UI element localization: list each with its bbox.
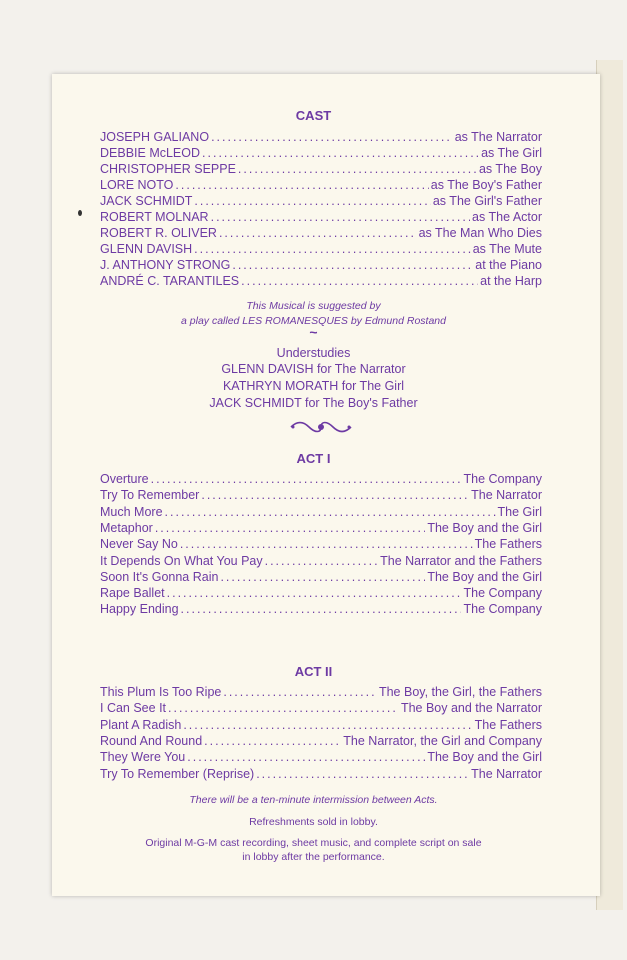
cast-row	[100, 225, 542, 241]
act1-song-row-role: The Narrator	[471, 488, 542, 503]
cast-row	[100, 257, 542, 273]
cast-row	[100, 241, 542, 257]
cast-row-name: ROBERT R. OLIVER	[100, 226, 217, 240]
cast-row-role: as The Boy's Father	[430, 178, 542, 192]
understudy-3: JACK SCHMIDT for The Boy's Father	[209, 396, 418, 410]
act1-song-row	[100, 487, 542, 503]
act1-song-row-role: The Boy and the Girl	[427, 520, 542, 535]
cast-row-role: as The Mute	[472, 242, 542, 256]
act2-song-row	[100, 700, 542, 716]
cast-row-role: as The Girl	[481, 146, 542, 160]
dot-leader	[211, 209, 470, 225]
cast-row	[100, 161, 542, 177]
understudy-2: KATHRYN MORATH for The Girl	[222, 379, 405, 393]
act2-song-row-role: The Boy and the Girl	[427, 750, 542, 765]
act1-song-row-role: The Fathers	[474, 537, 542, 552]
dot-leader	[211, 129, 453, 145]
act1-song-row-name: Metaphor	[100, 520, 153, 535]
act1-song-row	[100, 471, 542, 487]
act1-song-row-name: Try To Remember	[100, 488, 200, 503]
next-page-edge	[596, 60, 623, 910]
act1-heading: ACT I	[296, 451, 331, 466]
original-recording-line-1: Original M-G-M cast recording, sheet music, and complete script on sale	[145, 837, 482, 849]
act1-song-row	[100, 504, 542, 520]
act1-song-row-name: Soon It's Gonna Rain	[100, 569, 219, 584]
dot-leader	[220, 569, 425, 585]
cast-row-name: ROBERT MOLNAR	[100, 210, 209, 224]
cast-row	[100, 177, 542, 193]
dot-leader	[232, 257, 473, 273]
refreshments-note: Refreshments sold in lobby.	[249, 816, 378, 828]
cast-row	[100, 209, 542, 225]
original-recording-line-2: in lobby after the performance.	[242, 851, 385, 863]
act1-song-row	[100, 553, 542, 569]
act1-song-row	[100, 601, 542, 617]
act2-song-row-name: They Were You	[100, 750, 186, 765]
intermission-note: There will be a ten-minute intermission between Acts.	[189, 794, 438, 806]
act2-song-row	[100, 749, 542, 765]
act2-song-row-role: The Narrator, the Girl and Company	[343, 733, 542, 748]
cast-row-name: JACK SCHMIDT	[100, 194, 193, 208]
dot-leader	[168, 700, 399, 716]
cast-row-role: as The Girl's Father	[432, 194, 542, 208]
cast-row-name: LORE NOTO	[100, 178, 174, 192]
act2-heading: ACT II	[294, 664, 333, 679]
tilde-ornament: ~	[309, 324, 318, 340]
cast-row-name: ANDRÉ C. TARANTILES	[100, 274, 240, 288]
understudies-heading: Understudies	[276, 346, 351, 360]
cast-row	[100, 273, 542, 289]
cast-row	[100, 129, 542, 145]
act1-song-row-name: Never Say No	[100, 537, 178, 552]
dot-leader	[256, 766, 469, 782]
dot-leader	[194, 241, 471, 257]
act1-song-row-name: It Depends On What You Pay	[100, 553, 263, 568]
cast-row-role: as The Narrator	[454, 130, 542, 144]
dot-leader	[180, 536, 473, 552]
dot-leader	[175, 177, 428, 193]
cast-row-role: at the Piano	[475, 258, 542, 272]
suggested-line-2: a play called LES ROMANESQUES by Edmund Rostand	[181, 315, 446, 327]
scroll-ornament-icon	[289, 420, 353, 434]
dot-leader	[241, 273, 478, 289]
act2-song-row-role: The Fathers	[474, 717, 542, 732]
suggested-line-1: This Musical is suggested by	[246, 300, 381, 312]
act2-song-row-name: Try To Remember (Reprise)	[100, 766, 255, 781]
dot-leader	[187, 749, 425, 765]
understudy-1: GLENN DAVISH for The Narrator	[221, 362, 406, 376]
cast-row-name: GLENN DAVISH	[100, 242, 193, 256]
act2-song-row-role: The Narrator	[471, 766, 542, 781]
dot-leader	[204, 733, 341, 749]
act1-song-row-name: Overture	[100, 472, 149, 486]
dot-leader	[194, 193, 430, 209]
dot-leader	[238, 161, 477, 177]
act1-song-row-name: Much More	[100, 504, 163, 519]
cast-heading: CAST	[295, 108, 332, 123]
dot-leader	[265, 553, 379, 569]
dot-leader	[223, 684, 377, 700]
act1-song-row-role: The Company	[463, 602, 542, 617]
act1-song-row-role: The Narrator and the Fathers	[380, 553, 542, 568]
act1-song-row	[100, 536, 542, 552]
act2-song-row	[100, 766, 542, 782]
cast-row-role: as The Actor	[472, 210, 542, 224]
act1-song-row-role: The Company	[463, 472, 542, 486]
act1-song-row-name: Happy Ending	[100, 602, 179, 617]
dot-leader	[151, 471, 462, 487]
dot-leader	[167, 585, 462, 601]
cast-row-name: DEBBIE McLEOD	[100, 146, 201, 160]
act1-song-row-role: The Company	[463, 586, 542, 601]
act2-song-row	[100, 733, 542, 749]
act1-song-row	[100, 585, 542, 601]
act1-song-row	[100, 520, 542, 536]
cast-row	[100, 193, 542, 209]
act2-song-row	[100, 717, 542, 733]
act2-song-row-name: This Plum Is Too Ripe	[100, 685, 222, 699]
act2-song-row-name: I Can See It	[100, 701, 167, 716]
dot-leader	[181, 601, 462, 617]
act2-song-row-name: Round And Round	[100, 733, 203, 748]
cast-row-name: JOSEPH GALIANO	[100, 130, 210, 144]
act1-song-row-name: Rape Ballet	[100, 586, 165, 601]
cast-row	[100, 145, 542, 161]
cast-row-role: at the Harp	[480, 274, 542, 288]
act2-song-row	[100, 684, 542, 700]
cast-row-role: as The Boy	[478, 162, 542, 176]
act1-song-row-role: The Boy and the Girl	[427, 569, 542, 584]
cast-row-role: as The Man Who Dies	[418, 226, 542, 240]
cast-row-name: CHRISTOPHER SEPPE	[100, 162, 236, 176]
act1-song-row	[100, 569, 542, 585]
dot-leader	[202, 145, 479, 161]
ink-spot	[78, 210, 82, 216]
act2-song-row-role: The Boy and the Narrator	[400, 701, 542, 716]
dot-leader	[183, 717, 472, 733]
act2-song-row-role: The Boy, the Girl, the Fathers	[378, 685, 542, 699]
cast-row-name: J. ANTHONY STRONG	[100, 258, 231, 272]
dot-leader	[155, 520, 426, 536]
dot-leader	[165, 504, 496, 520]
act2-song-row-name: Plant A Radish	[100, 717, 182, 732]
act1-song-row-role: The Girl	[497, 504, 542, 519]
dot-leader	[201, 487, 469, 503]
dot-leader	[219, 225, 417, 241]
